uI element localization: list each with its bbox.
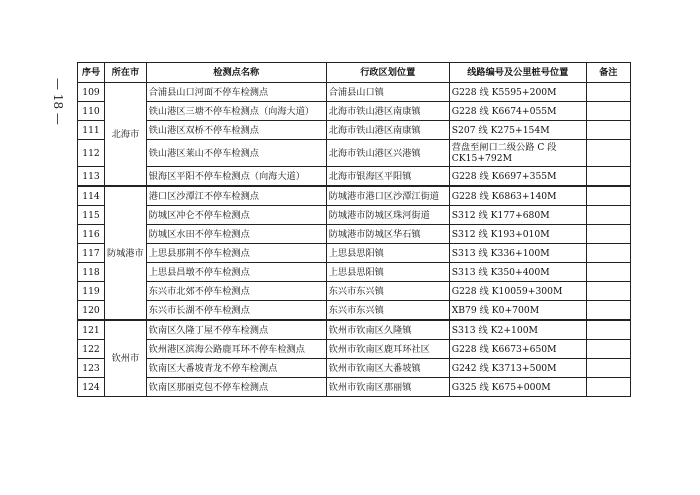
cell-station: 港口区沙潭江不停车检测点 bbox=[146, 186, 326, 206]
table-row bbox=[78, 121, 631, 140]
cell-no: 112 bbox=[78, 140, 105, 167]
cell-remark bbox=[586, 140, 630, 167]
cell-route: XB79 线 K0+700M bbox=[449, 301, 586, 321]
cell-station: 铁山港区莱山不停车检测点 bbox=[146, 140, 326, 167]
cell-remark bbox=[586, 301, 630, 321]
cell-route: G228 线 K10059+300M bbox=[449, 282, 586, 301]
cell-station: 银海区平阳不停车检测点（向海大道） bbox=[146, 167, 326, 187]
table-body bbox=[78, 83, 631, 397]
cell-remark bbox=[586, 121, 630, 140]
cell-remark bbox=[586, 167, 630, 187]
cell-route: S312 线 K177+680M bbox=[449, 206, 586, 225]
table-row bbox=[78, 244, 631, 263]
table-row bbox=[78, 102, 631, 121]
cell-remark bbox=[586, 320, 630, 340]
header-route: 线路编号及公里桩号位置 bbox=[449, 63, 586, 83]
cell-no: 115 bbox=[78, 206, 105, 225]
table-row bbox=[78, 140, 631, 167]
cell-region: 东兴市东兴镇 bbox=[326, 282, 449, 301]
cell-route: G242 线 K3713+500M bbox=[449, 359, 586, 378]
cell-station: 钦南区那丽克包不停车检测点 bbox=[146, 378, 326, 397]
cell-route: G325 线 K675+000M bbox=[449, 378, 586, 397]
header-no: 序号 bbox=[78, 63, 105, 83]
cell-region: 钦州市钦南区大番坡镇 bbox=[326, 359, 449, 378]
table-row bbox=[78, 225, 631, 244]
cell-station: 东兴市北郊不停车检测点 bbox=[146, 282, 326, 301]
cell-remark bbox=[586, 102, 630, 121]
cell-route: G228 线 K6673+650M bbox=[449, 340, 586, 359]
table-row bbox=[78, 186, 631, 206]
table-row bbox=[78, 301, 631, 321]
cell-route: G228 线 K6674+055M bbox=[449, 102, 586, 121]
cell-region: 钦州市钦南区久隆镇 bbox=[326, 320, 449, 340]
cell-region: 东兴市东兴镇 bbox=[326, 301, 449, 321]
cell-remark bbox=[586, 206, 630, 225]
cell-route: 营盘至闸口二级公路 C 段 CK15+792M bbox=[449, 140, 586, 167]
cell-no: 113 bbox=[78, 167, 105, 187]
cell-no: 110 bbox=[78, 102, 105, 121]
page-number bbox=[50, 78, 66, 128]
table-row bbox=[78, 83, 631, 102]
cell-route: G228 线 K6697+355M bbox=[449, 167, 586, 187]
cell-station: 铁山港区三塘不停车检测点（向海大道） bbox=[146, 102, 326, 121]
table-row bbox=[78, 359, 631, 378]
cell-remark bbox=[586, 186, 630, 206]
cell-region: 上思县思阳镇 bbox=[326, 244, 449, 263]
cell-region: 合浦县山口镇 bbox=[326, 83, 449, 102]
cell-station: 东兴市长湖不停车检测点 bbox=[146, 301, 326, 321]
cell-remark bbox=[586, 83, 630, 102]
cell-region: 北海市铁山港区南康镇 bbox=[326, 121, 449, 140]
cell-remark bbox=[586, 263, 630, 282]
cell-region: 钦州市钦南区鹿耳环社区 bbox=[326, 340, 449, 359]
cell-city: 防城港市 bbox=[105, 186, 147, 320]
cell-no: 124 bbox=[78, 378, 105, 397]
cell-route: S207 线 K275+154M bbox=[449, 121, 586, 140]
table-row bbox=[78, 167, 631, 187]
cell-remark bbox=[586, 359, 630, 378]
cell-station: 钦南区久隆丁屋不停车检测点 bbox=[146, 320, 326, 340]
cell-region: 防城港市港口区沙潭江街道 bbox=[326, 186, 449, 206]
cell-region: 北海市铁山港区兴港镇 bbox=[326, 140, 449, 167]
header-region: 行政区划位置 bbox=[326, 63, 449, 83]
table-row bbox=[78, 282, 631, 301]
cell-station: 防城区冲仑不停车检测点 bbox=[146, 206, 326, 225]
cell-region: 防城港市防城区珠河街道 bbox=[326, 206, 449, 225]
cell-region: 上思县思阳镇 bbox=[326, 263, 449, 282]
cell-remark bbox=[586, 340, 630, 359]
cell-route: G228 线 K6863+140M bbox=[449, 186, 586, 206]
header-remark: 备注 bbox=[586, 63, 630, 83]
cell-remark bbox=[586, 244, 630, 263]
cell-station: 防城区水田不停车检测点 bbox=[146, 225, 326, 244]
cell-no: 123 bbox=[78, 359, 105, 378]
page-number-text: — 18 — bbox=[51, 78, 65, 125]
cell-no: 111 bbox=[78, 121, 105, 140]
cell-city: 钦州市 bbox=[105, 320, 147, 397]
cell-region: 北海市铁山港区南康镇 bbox=[326, 102, 449, 121]
table-row bbox=[78, 263, 631, 282]
cell-station: 合浦县山口河面不停车检测点 bbox=[146, 83, 326, 102]
cell-region: 钦州市钦南区那丽镇 bbox=[326, 378, 449, 397]
cell-region: 北海市银海区平阳镇 bbox=[326, 167, 449, 187]
cell-station: 铁山港区双桥不停车检测点 bbox=[146, 121, 326, 140]
cell-remark bbox=[586, 378, 630, 397]
cell-route: S312 线 K193+010M bbox=[449, 225, 586, 244]
cell-route: S313 线 K336+100M bbox=[449, 244, 586, 263]
cell-station: 钦州港区滨海公路鹿耳环不停车检测点 bbox=[146, 340, 326, 359]
cell-route: S313 线 K2+100M bbox=[449, 320, 586, 340]
cell-remark bbox=[586, 225, 630, 244]
cell-no: 118 bbox=[78, 263, 105, 282]
cell-no: 122 bbox=[78, 340, 105, 359]
table-header-row bbox=[78, 63, 631, 83]
cell-route: S313 线 K350+400M bbox=[449, 263, 586, 282]
cell-no: 116 bbox=[78, 225, 105, 244]
cell-no: 117 bbox=[78, 244, 105, 263]
table-row bbox=[78, 206, 631, 225]
cell-no: 120 bbox=[78, 301, 105, 321]
cell-city: 北海市 bbox=[105, 83, 147, 187]
cell-station: 钦南区大番坡青龙不停车检测点 bbox=[146, 359, 326, 378]
cell-remark bbox=[586, 282, 630, 301]
cell-station: 上思县那荆不停车检测点 bbox=[146, 244, 326, 263]
cell-no: 114 bbox=[78, 186, 105, 206]
header-city: 所在市 bbox=[105, 63, 147, 83]
table-row bbox=[78, 340, 631, 359]
cell-station: 上思县昌墩不停车检测点 bbox=[146, 263, 326, 282]
header-station: 检测点名称 bbox=[146, 63, 326, 83]
cell-route: G228 线 K5595+200M bbox=[449, 83, 586, 102]
cell-region: 防城港市防城区华石镇 bbox=[326, 225, 449, 244]
table-row bbox=[78, 378, 631, 397]
cell-no: 109 bbox=[78, 83, 105, 102]
cell-no: 121 bbox=[78, 320, 105, 340]
table-row bbox=[78, 320, 631, 340]
cell-no: 119 bbox=[78, 282, 105, 301]
inspection-points-table bbox=[77, 62, 631, 397]
